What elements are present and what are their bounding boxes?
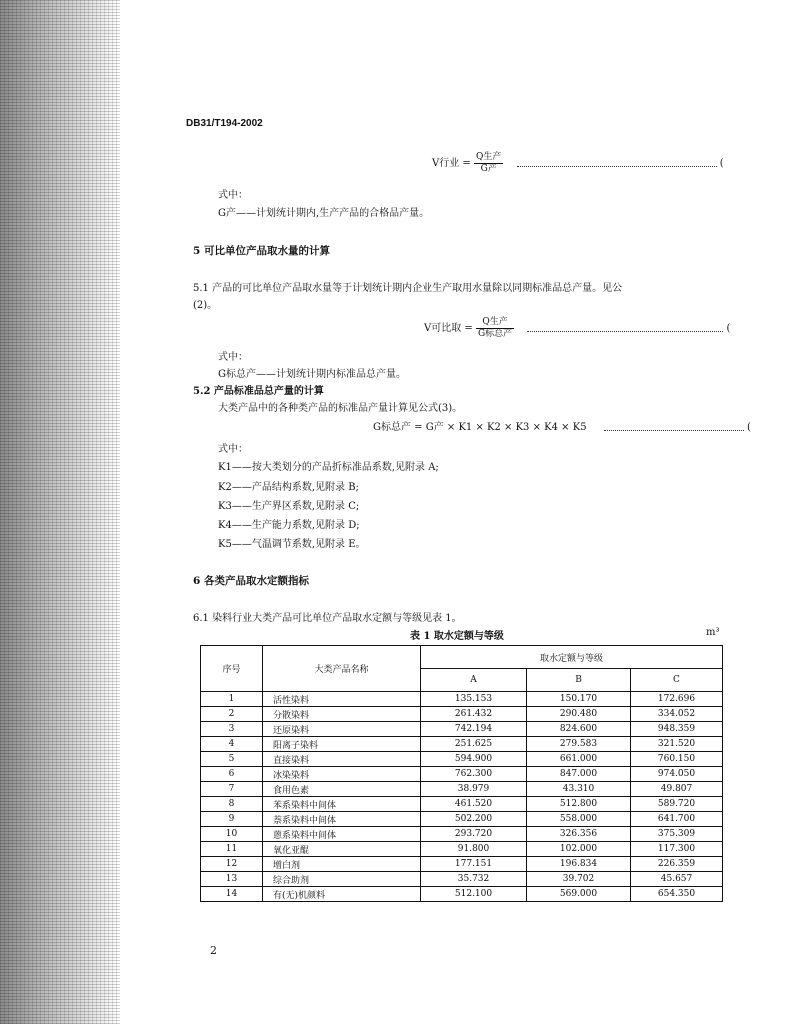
row-name: 直接染料 xyxy=(263,752,421,767)
formula-1-leader xyxy=(517,160,717,167)
row-a: 594.900 xyxy=(421,752,527,767)
row-name: 有(无)机颜料 xyxy=(263,887,421,902)
formula-1-numerator: Q生产 xyxy=(475,152,502,162)
page-number: 2 xyxy=(210,944,217,957)
table-title: 表 1 取水定额与等级 xyxy=(410,631,504,642)
row-name: 苯系染料中间体 xyxy=(263,797,421,812)
definition-k2: K2——产品结构系数,见附录 B; xyxy=(218,482,359,493)
row-a: 251.625 xyxy=(421,737,527,752)
table-row xyxy=(201,842,723,857)
row-no: 8 xyxy=(201,797,263,812)
row-no: 14 xyxy=(201,887,263,902)
quota-table xyxy=(200,645,723,902)
row-no: 7 xyxy=(201,782,263,797)
row-a: 502.200 xyxy=(421,812,527,827)
row-name: 综合助剂 xyxy=(263,872,421,887)
standard-code-header: DB31/T194-2002 xyxy=(186,118,263,129)
row-name: 活性染料 xyxy=(263,692,421,707)
row-b: 43.310 xyxy=(527,782,631,797)
row-a: 742.194 xyxy=(421,722,527,737)
row-a: 38.979 xyxy=(421,782,527,797)
row-a: 762.300 xyxy=(421,767,527,782)
row-c: 760.150 xyxy=(631,752,723,767)
formula-2-leader xyxy=(527,325,723,332)
table-row xyxy=(201,722,723,737)
row-c: 172.696 xyxy=(631,692,723,707)
row-b: 102.000 xyxy=(527,842,631,857)
row-c: 974.050 xyxy=(631,767,723,782)
row-b: 326.356 xyxy=(527,827,631,842)
row-a: 512.100 xyxy=(421,887,527,902)
scan-edge-noise xyxy=(0,0,120,1024)
row-a: 293.720 xyxy=(421,827,527,842)
row-c: 321.520 xyxy=(631,737,723,752)
para-5-1: 5.1 产品的可比单位产品取水量等于计划统计期内企业生产取用水量除以同期标准品总产量。见公 xyxy=(193,283,623,294)
section-5-heading: 5 可比单位产品取水量的计算 xyxy=(193,245,330,257)
definition-k1: K1——按大类划分的产品折标准品系数,见附录 A; xyxy=(218,462,439,473)
row-b: 569.000 xyxy=(527,887,631,902)
table-row xyxy=(201,827,723,842)
table-row xyxy=(201,782,723,797)
row-no: 5 xyxy=(201,752,263,767)
formula-2-fraction xyxy=(476,317,514,340)
para-5-1-cont: (2)。 xyxy=(193,300,218,311)
row-b: 150.170 xyxy=(527,692,631,707)
row-a: 461.520 xyxy=(421,797,527,812)
formula-2-eqno: ( xyxy=(726,323,731,334)
row-name: 还原染料 xyxy=(263,722,421,737)
row-b: 290.480 xyxy=(527,707,631,722)
row-a: 177.151 xyxy=(421,857,527,872)
row-b: 39.702 xyxy=(527,872,631,887)
formula-3-expression: G标总产 = G产 × K1 × K2 × K3 × K4 × K5 xyxy=(373,422,587,433)
row-no: 2 xyxy=(201,707,263,722)
formula-1-denominator: G产 xyxy=(480,164,497,174)
row-no: 10 xyxy=(201,827,263,842)
where-label-1: 式中： xyxy=(218,190,248,201)
row-a: 91.800 xyxy=(421,842,527,857)
where-label-2: 式中： xyxy=(218,352,248,363)
row-no: 11 xyxy=(201,842,263,857)
table-row xyxy=(201,797,723,812)
row-c: 49.807 xyxy=(631,782,723,797)
where-label-3: 式中： xyxy=(218,444,248,455)
definition-k4: K4——生产能力系数,见附录 D; xyxy=(218,520,360,531)
row-c: 334.052 xyxy=(631,707,723,722)
definition-k3: K3——生产界区系数,见附录 C; xyxy=(218,501,360,512)
formula-2 xyxy=(424,317,730,340)
formula-2-lhs: V可比取 = xyxy=(424,323,473,334)
header-product-name: 大类产品名称 xyxy=(263,646,421,692)
row-c: 117.300 xyxy=(631,842,723,857)
row-a: 35.732 xyxy=(421,872,527,887)
row-no: 13 xyxy=(201,872,263,887)
row-b: 558.000 xyxy=(527,812,631,827)
para-5-2-heading: 5.2 产品标准品总产量的计算 xyxy=(193,386,324,397)
row-no: 4 xyxy=(201,737,263,752)
header-grade-a: A xyxy=(421,669,527,692)
row-b: 824.600 xyxy=(527,722,631,737)
formula-1-lhs: V行业 xyxy=(432,158,460,169)
row-b: 279.583 xyxy=(527,737,631,752)
row-no: 6 xyxy=(201,767,263,782)
row-name: 增白剂 xyxy=(263,857,421,872)
para-6-1: 6.1 染料行业大类产品可比单位产品取水定额与等级见表 1。 xyxy=(193,613,462,624)
row-c: 226.359 xyxy=(631,857,723,872)
table-row xyxy=(201,692,723,707)
table-row xyxy=(201,707,723,722)
row-name: 氧化亚醌 xyxy=(263,842,421,857)
row-c: 654.350 xyxy=(631,887,723,902)
row-no: 1 xyxy=(201,692,263,707)
row-name: 食用色素 xyxy=(263,782,421,797)
header-quota-group: 取水定额与等级 xyxy=(421,646,723,669)
table-row xyxy=(201,887,723,902)
row-name: 分散染料 xyxy=(263,707,421,722)
row-a: 135.153 xyxy=(421,692,527,707)
row-c: 45.657 xyxy=(631,872,723,887)
table-row xyxy=(201,857,723,872)
table-row xyxy=(201,872,723,887)
row-no: 9 xyxy=(201,812,263,827)
row-c: 641.700 xyxy=(631,812,723,827)
formula-3 xyxy=(373,418,751,433)
table-row xyxy=(201,752,723,767)
row-c: 375.309 xyxy=(631,827,723,842)
formula-2-denominator: G标总产 xyxy=(477,329,513,339)
row-b: 661.000 xyxy=(527,752,631,767)
row-name: 冰染染料 xyxy=(263,767,421,782)
formula-3-leader xyxy=(604,424,744,431)
formula-1-fraction xyxy=(474,152,503,175)
row-b: 512.800 xyxy=(527,797,631,812)
row-name: 阳离子染料 xyxy=(263,737,421,752)
formula-1-eqno: ( xyxy=(719,158,724,169)
row-a: 261.432 xyxy=(421,707,527,722)
header-grade-c: C xyxy=(631,669,723,692)
row-name: 萘系染料中间体 xyxy=(263,812,421,827)
row-name: 蒽系染料中间体 xyxy=(263,827,421,842)
row-c: 948.359 xyxy=(631,722,723,737)
row-b: 196.834 xyxy=(527,857,631,872)
formula-3-eqno: ( xyxy=(746,422,751,433)
definition-g-standard: G标总产——计划统计期内标准品总产量。 xyxy=(218,369,406,380)
row-c: 589.720 xyxy=(631,797,723,812)
row-no: 3 xyxy=(201,722,263,737)
row-no: 12 xyxy=(201,857,263,872)
header-no: 序号 xyxy=(201,646,263,692)
header-grade-b: B xyxy=(527,669,631,692)
table-row xyxy=(201,812,723,827)
section-6-heading: 6 各类产品取水定额指标 xyxy=(193,575,309,587)
table-row xyxy=(201,737,723,752)
definition-k5: K5——气温调节系数,见附录 E。 xyxy=(218,539,366,550)
table-row xyxy=(201,767,723,782)
definition-g: G产——计划统计期内,生产产品的合格品产量。 xyxy=(218,208,430,219)
formula-2-numerator: Q生产 xyxy=(476,317,514,329)
formula-1: V行业 = $\frac{\text{Q生产}}{\text{G产}}$ ( xyxy=(432,152,724,174)
para-5-2: 大类产品中的各种类产品的标准品产量计算见公式(3)。 xyxy=(218,403,463,414)
table-unit: m³ xyxy=(706,627,720,638)
row-b: 847.000 xyxy=(527,767,631,782)
